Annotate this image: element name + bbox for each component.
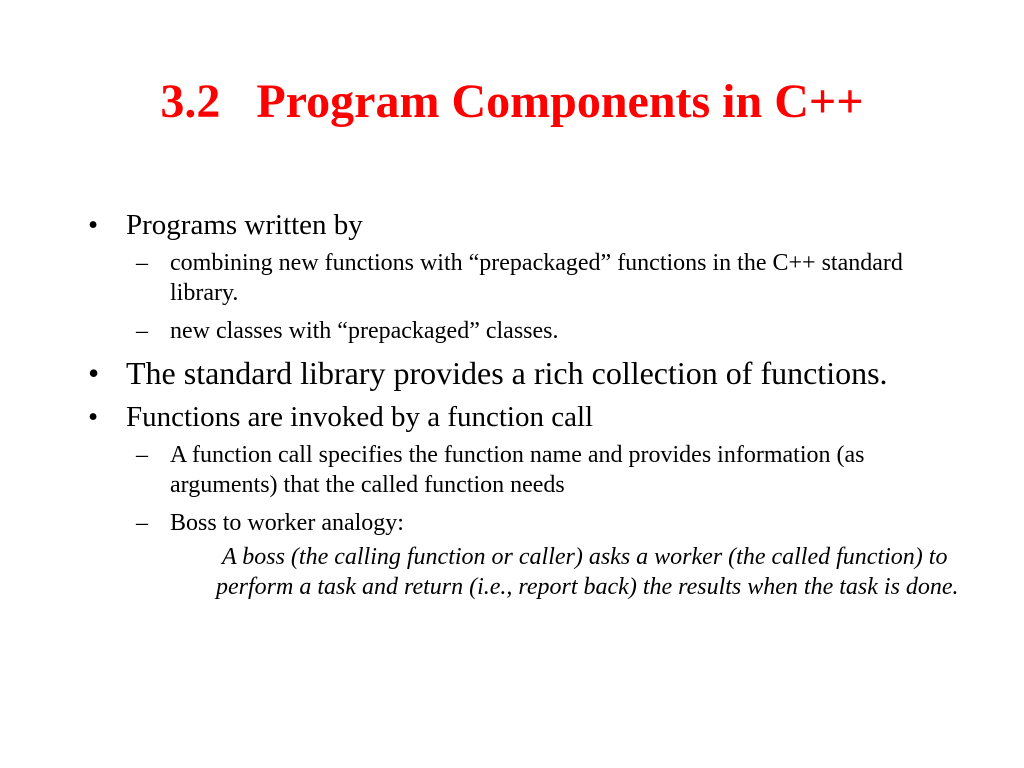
slide-title: 3.2 Program Components in C++ (160, 75, 864, 128)
bullet-text: The standard library provides a rich collection of functions. (126, 355, 888, 391)
sub-bullet-item (126, 440, 968, 500)
bullet-item (88, 354, 968, 392)
sub-bullet-item (126, 248, 968, 308)
sub-bullet-item (126, 316, 968, 346)
dash-marker: – (136, 318, 148, 344)
bullet-item (88, 400, 968, 434)
sub-bullet-text: A function call specifies the function name and provides information (as arguments) that the called function needs (170, 442, 865, 498)
bullet-marker: • (88, 209, 99, 241)
dash-marker: – (136, 250, 148, 276)
sub-bullet-text: combining new functions with “prepackaged” functions in the C++ standard library. (170, 250, 903, 306)
bullet-text: Programs written by (126, 209, 363, 241)
bullet-text: Functions are invoked by a function call (126, 401, 594, 433)
sub-bullet-text: Boss to worker analogy: (170, 510, 404, 536)
bullet-marker: • (88, 355, 100, 391)
sub-bullet-text: new classes with “prepackaged” classes. (170, 318, 559, 344)
dash-marker: – (136, 442, 148, 468)
sub-bullet-item (126, 508, 968, 538)
analogy-quote: A boss (the calling function or caller) asks a worker (the called function) to perform a task and return (i.e., report back) the results when the task is done. (216, 544, 959, 600)
bullet-item (88, 208, 968, 242)
dash-marker: – (136, 510, 148, 536)
bullet-marker: • (88, 401, 99, 433)
slide-body (88, 208, 968, 602)
